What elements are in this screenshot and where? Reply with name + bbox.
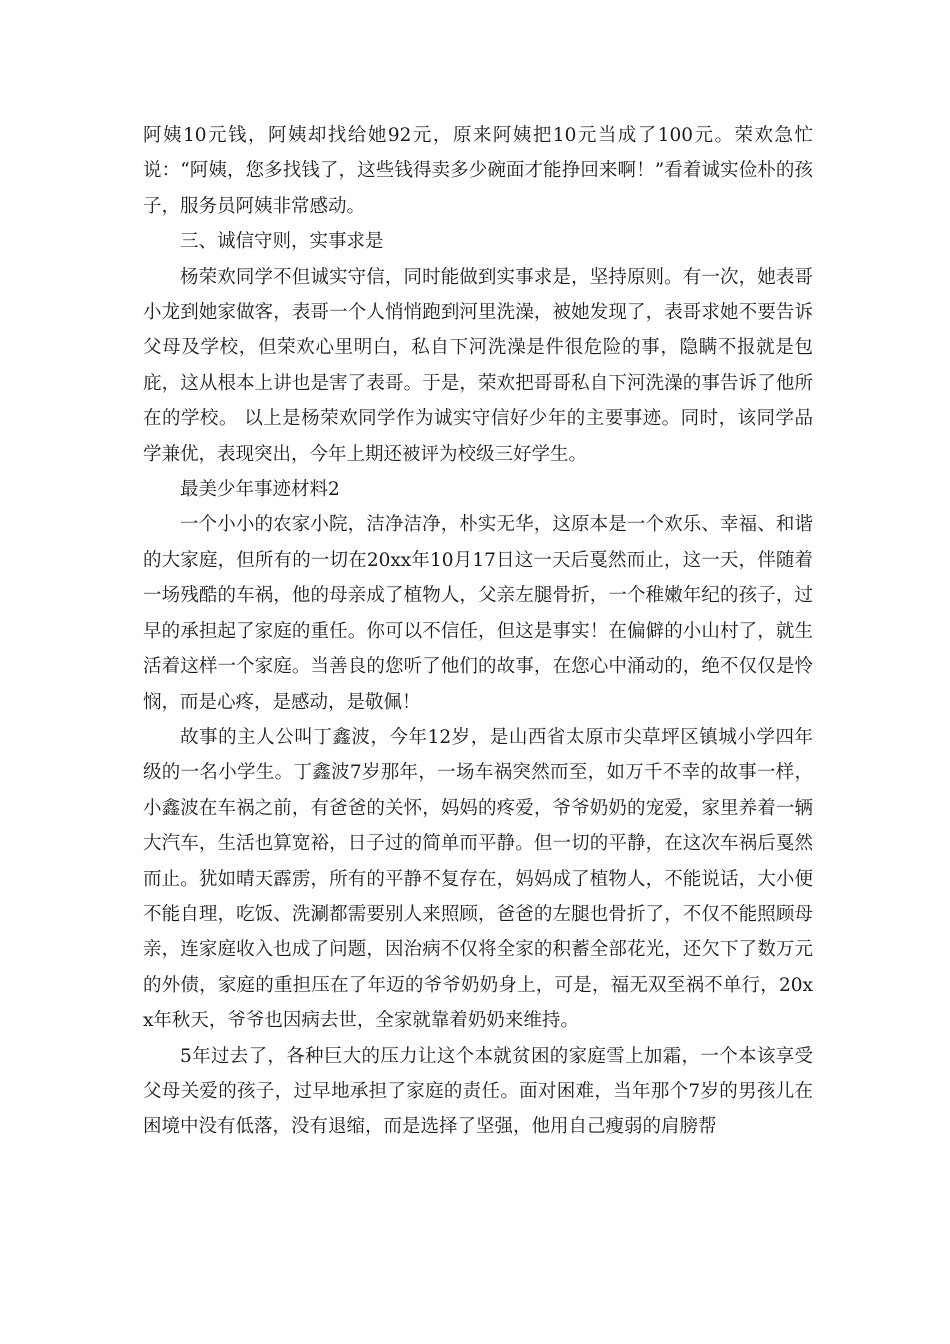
paragraph-family-intro: 一个小小的农家小院，洁净洁净，朴实无华，这原本是一个欢乐、幸福、和谐的大家庭，但所有的一切在20xx年10月17日这一天后戛然而止，这一天，伴随着一场残酷的车祸，他的母亲成了植物人，父亲左腿骨折，一个稚嫩年纪的孩子，过早的承担起了家庭的重任。你可以不信任，但这是事实！在偏僻的小山村了，就生活着这样一个家庭。当善良的您听了他们的故事，在您心中涌动的，绝不仅仅是怜悯，而是心疼，是感动，是敬佩！ [143, 514, 813, 713]
paragraph-continuation: 阿姨10元钱，阿姨却找给她92元，原来阿姨把10元当成了100元。荣欢急忙说：“阿姨，您多找钱了，这些钱得卖多少碗面才能挣回来啊！”看着诚实俭朴的孩子，服务员阿姨非常感动。 [143, 125, 813, 217]
section-heading-integrity: 三、诚信守则，实事求是 [180, 231, 384, 253]
paragraph-protagonist: 故事的主人公叫丁鑫波，今年12岁，是山西省太原市尖草坪区镇城小学四年级的一名小学生。丁鑫波7岁那年，一场车祸突然而至，如万千不幸的故事一样，小鑫波在车祸之前，有爸爸的关怀，妈妈的疼爱，爷爷奶奶的宠爱，家里养着一辆大汽车，生活也算宽裕，日子过的简单而平静。但一切的平静，在这次车祸后戛然而止。犹如晴天霹雳，所有的平静不复存在，妈妈成了植物人，不能说话，大小便不能自理，吃饭、洗涮都需要别人来照顾，爸爸的左腿也骨折了，不仅不能照顾母亲，连家庭收入也成了问题，因治病不仅将全家的积蓄全部花光，还欠下了数万元的外债，家庭的重担压在了年迈的爷爷奶奶身上，可是，福无双至祸不单行，20xx年秋天，爷爷也因病去世，全家就靠着奶奶来维持。 [143, 726, 813, 1032]
document-body [143, 118, 813, 1145]
paragraph-five-years: 5年过去了，各种巨大的压力让这个本就贫困的家庭雪上加霜，一个本该享受父母关爱的孩子，过早地承担了家庭的责任。面对困难，当年那个7岁的男孩儿在困境中没有低落，没有退缩，而是选择了坚强，他用自己瘦弱的肩膀帮 [143, 1045, 813, 1138]
paragraph-integrity-story: 杨荣欢同学不但诚实守信，同时能做到实事求是，坚持原则。有一次，她表哥小龙到她家做客，表哥一个人悄悄跑到河里洗澡，被她发现了，表哥求她不要告诉父母及学校，但荣欢心里明白，私自下河洗澡是件很危险的事，隐瞒不报就是包庇，这从根本上讲也是害了表哥。于是，荣欢把哥哥私自下河洗澡的事告诉了他所在的学校。 以上是杨荣欢同学作为诚实守信好少年的主要事迹。同时，该同学品学兼优，表现突出，今年上期还被评为校级三好学生。 [143, 266, 813, 465]
section-heading-material-2: 最美少年事迹材料2 [180, 479, 340, 501]
